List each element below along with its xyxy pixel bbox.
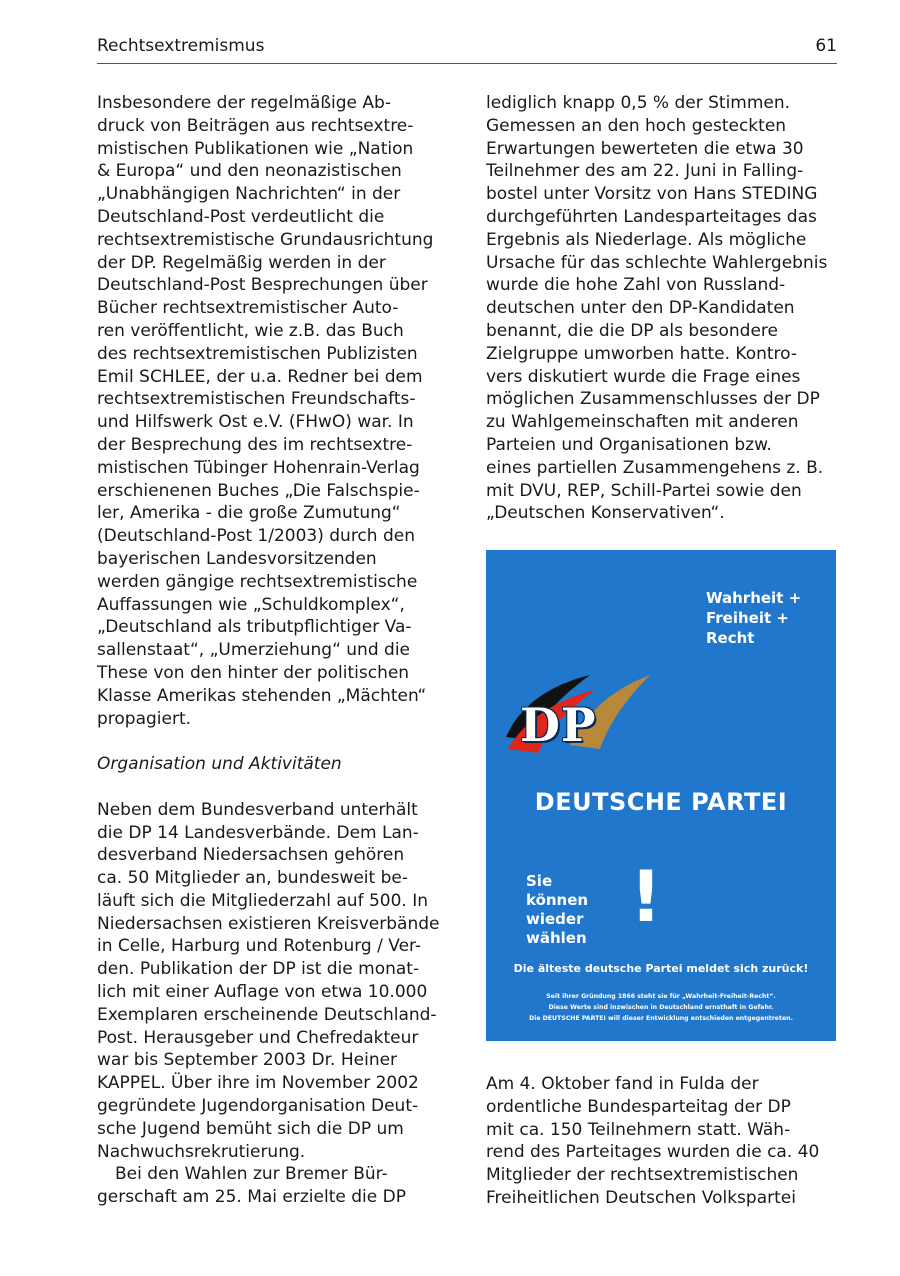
- party-name: DEUTSCHE PARTEI: [534, 788, 788, 816]
- text-line: gerschaft am 25. Mai erzielte die DP: [97, 1187, 406, 1208]
- party-poster-image: [486, 550, 836, 1041]
- text-line: Teilnehmer des am 22. Juni in Falling-: [486, 161, 804, 182]
- text-line: wurde die hohe Zahl von Russland-: [486, 275, 786, 296]
- text-line: den. Publikation der DP ist die monat-: [97, 959, 420, 980]
- text-line: läuft sich die Mitgliederzahl auf 500. In: [97, 890, 429, 911]
- text-line: ordentliche Bundesparteitag der DP: [486, 1096, 791, 1117]
- text-line: „Deutschland als tributpflichtiger Va-: [97, 617, 412, 638]
- text-line: lediglich knapp 0,5 % der Stimmen.: [486, 93, 791, 113]
- text-line: Ursache für das schlechte Wahlergebnis: [486, 252, 828, 273]
- text-line: möglichen Zusammenschlusses der DP: [486, 389, 820, 410]
- text-line: ren veröffentlicht, wie z.B. das Buch: [97, 320, 404, 341]
- paragraph-intro: [97, 92, 449, 730]
- text-line: bostel unter Vorsitz von Hans STEDING: [486, 184, 818, 205]
- text-line: Insbesondere der regelmäßige Ab-: [97, 93, 391, 113]
- text-line: Deutschland-Post verdeutlicht die: [97, 206, 385, 227]
- poster-tagline: Die älteste deutsche Partei meldet sich zurück!: [513, 962, 809, 975]
- text-line: Ergebnis als Niederlage. Als mögliche: [486, 229, 807, 250]
- text-line: sallenstaat“, „Umerziehung“ und die: [97, 640, 410, 661]
- paragraph-organisation: [97, 799, 449, 1164]
- paragraph-bundesparteitag: [486, 1073, 838, 1210]
- text-line: zu Wahlgemeinschaften mit anderen: [486, 412, 799, 433]
- section-title: Rechtsextremismus: [97, 36, 265, 56]
- text-line: Freiheitlichen Deutschen Volkspartei: [486, 1187, 796, 1208]
- paragraph-results: [486, 92, 838, 525]
- text-line: ca. 50 Mitglieder an, bundesweit be-: [97, 868, 408, 889]
- text-line: und Hilfswerk Ost e.V. (FHwO) war. In: [97, 412, 414, 433]
- text-line: Bei den Wahlen zur Bremer Bür-: [115, 1164, 388, 1185]
- page-number: 61: [815, 36, 837, 56]
- text-line: war bis September 2003 Dr. Heiner: [97, 1050, 398, 1071]
- text-line: mistischen Tübinger Hohenrain-Verlag: [97, 457, 420, 478]
- poster-callout: [526, 872, 588, 948]
- text-line: der Besprechung des im rechtsextre-: [97, 434, 413, 455]
- text-line: These von den hinter der politischen: [97, 662, 410, 683]
- text-line: des rechtsextremistischen Publizisten: [97, 343, 418, 364]
- text-line: Erwartungen bewerteten die etwa 30: [486, 138, 804, 159]
- exclamation-mark: !: [630, 856, 662, 938]
- slogan-line: Recht: [706, 629, 755, 647]
- text-line: Gemessen an den hoch gesteckten: [486, 115, 787, 136]
- text-line: erschienenen Buches „Die Falschspie-: [97, 480, 420, 501]
- text-line: ler, Amerika - die große Zumutung“: [97, 503, 401, 524]
- text-line: KAPPEL. Über ihre im November 2002: [97, 1073, 419, 1094]
- party-logo-text: DP: [520, 698, 597, 752]
- text-line: werden gängige rechtsextremistische: [97, 571, 418, 592]
- text-line: Deutschland-Post Besprechungen über: [97, 275, 428, 296]
- text-line: eines partiellen Zusammengehens z. B.: [486, 457, 824, 478]
- text-line: vers diskutiert wurde die Frage eines: [486, 366, 801, 387]
- callout-line: Sie: [526, 872, 553, 890]
- text-line: desverband Niedersachsen gehören: [97, 845, 405, 866]
- paragraph-elections: [97, 1163, 449, 1209]
- subheading-organisation: Organisation und Aktivitäten: [97, 754, 342, 775]
- fine-print-line: Diese Werte sind inzwischen in Deutschland ernsthaft in Gefahr.: [548, 1004, 774, 1011]
- text-line: rechtsextremistischen Freundschafts-: [97, 389, 416, 410]
- text-line: mit DVU, REP, Schill-Partei sowie den: [486, 480, 802, 501]
- text-line: gegründete Jugendorganisation Deut-: [97, 1096, 419, 1117]
- text-line: sche Jugend bemüht sich die DP um: [97, 1118, 404, 1139]
- text-line: Zielgruppe umworben hatte. Kontro-: [486, 343, 798, 364]
- text-line: Neben dem Bundesverband unterhält: [97, 799, 418, 820]
- running-header: [97, 36, 837, 62]
- text-line: Auffassungen wie „Schuldkomplex“,: [97, 594, 405, 615]
- text-line: Mitglieder der rechtsextremistischen: [486, 1165, 799, 1186]
- text-line: Am 4. Oktober fand in Fulda der: [486, 1074, 759, 1094]
- text-line: Exemplaren erscheinende Deutschland-: [97, 1004, 437, 1025]
- text-line: in Celle, Harburg und Rotenburg / Ver-: [97, 936, 422, 957]
- text-line: Bücher rechtsextremistischer Auto-: [97, 298, 399, 319]
- poster-fine-print: [486, 991, 836, 1024]
- text-line: bayerischen Landesvorsitzenden: [97, 548, 377, 569]
- slogan-line: Wahrheit +: [706, 589, 802, 607]
- callout-line: wählen: [526, 929, 587, 947]
- text-line: Emil SCHLEE, der u.a. Redner bei dem: [97, 366, 423, 387]
- text-line: lich mit einer Auflage von etwa 10.000: [97, 982, 428, 1003]
- fine-print-line: Seit ihrer Gründung 1866 steht sie für „Wahrheit-Freiheit-Recht“.: [546, 993, 776, 1000]
- text-line: deutschen unter den DP-Kandidaten: [486, 298, 795, 319]
- text-line: Nachwuchsrekrutierung.: [97, 1141, 306, 1162]
- text-line: „Deutschen Konservativen“.: [486, 503, 725, 524]
- left-column: [97, 92, 449, 1209]
- callout-line: wieder: [526, 910, 584, 928]
- text-line: druck von Beiträgen aus rechtsextre-: [97, 115, 414, 136]
- header-rule: [97, 63, 837, 64]
- slogan-line: Freiheit +: [706, 609, 789, 627]
- text-line: durchgeführten Landesparteitages das: [486, 206, 817, 227]
- text-line: propagiert.: [97, 708, 192, 729]
- text-line: (Deutschland-Post 1/2003) durch den: [97, 526, 415, 547]
- right-column-top: [486, 92, 838, 525]
- text-line: der DP. Regelmäßig werden in der: [97, 252, 386, 273]
- right-column-bottom: [486, 1073, 838, 1210]
- text-line: & Europa“ und den neonazistischen: [97, 161, 402, 182]
- text-line: mit ca. 150 Teilnehmern statt. Wäh-: [486, 1119, 791, 1140]
- text-line: rend des Parteitages wurden die ca. 40: [486, 1142, 820, 1163]
- fine-print-line: Die DEUTSCHE PARTEI will dieser Entwicklung entschieden entgegentreten.: [529, 1015, 793, 1022]
- text-line: die DP 14 Landesverbände. Dem Lan-: [97, 822, 419, 843]
- callout-line: können: [526, 891, 589, 909]
- text-line: Post. Herausgeber und Chefredakteur: [97, 1027, 419, 1048]
- text-line: mistischen Publikationen wie „Nation: [97, 138, 414, 159]
- text-line: „Unabhängigen Nachrichten“ in der: [97, 184, 401, 205]
- text-line: Klasse Amerikas stehenden „Mächten“: [97, 685, 427, 706]
- text-line: benannt, die die DP als besondere: [486, 320, 778, 341]
- text-line: rechtsextremistische Grundausrichtung: [97, 229, 434, 250]
- poster-slogan: [706, 588, 801, 648]
- text-line: Niedersachsen existieren Kreisverbände: [97, 913, 440, 934]
- text-line: Parteien und Organisationen bzw.: [486, 434, 772, 455]
